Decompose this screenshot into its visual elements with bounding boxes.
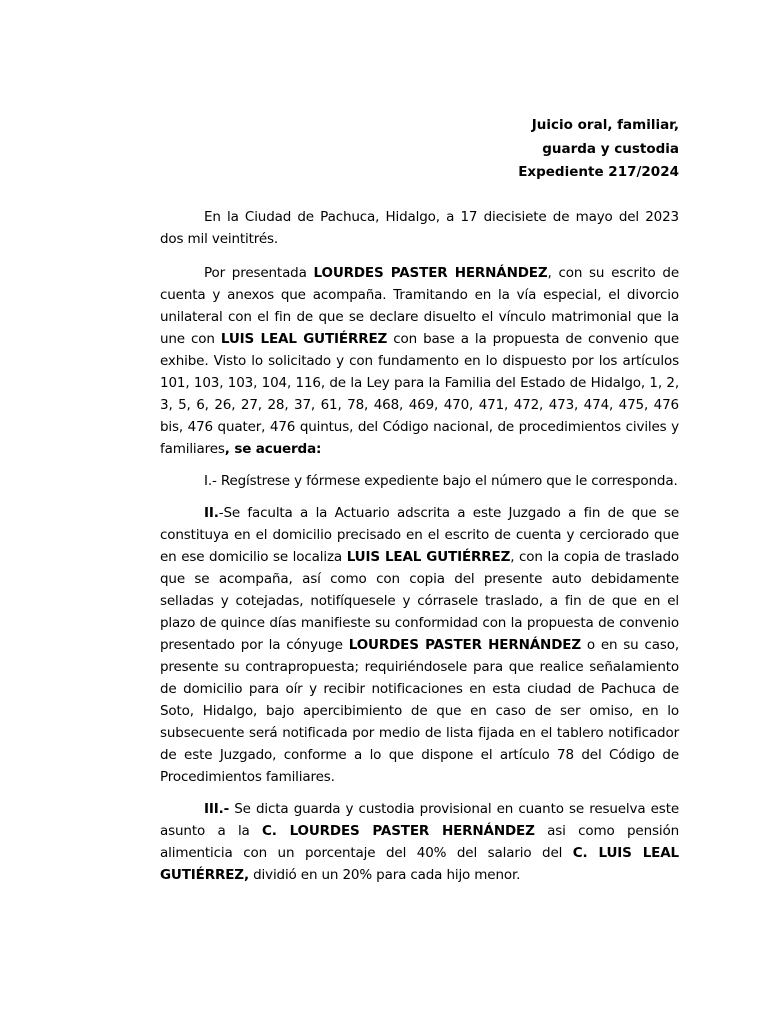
party-name: LUIS LEAL GUTIÉRREZ bbox=[346, 549, 511, 565]
party-name: C. LUIS LEAL GUTIÉRREZ, bbox=[160, 845, 679, 883]
party-name: LUIS LEAL GUTIÉRREZ bbox=[220, 331, 388, 347]
text-segment: -Se faculta a la Actuario adscrita a este Juzgado a fin de que se constituya en el domicilio precisado en el escrito de cuenta y cerciorado que en ese domicilio se localiza bbox=[160, 505, 679, 565]
paragraph-date bbox=[160, 206, 679, 250]
point-numeral: III.- bbox=[204, 801, 230, 817]
text-segment: I.- Regístrese y fórmese expediente bajo el número que le corresponda. bbox=[204, 473, 678, 489]
paragraph-point-three bbox=[160, 798, 679, 886]
text-segment: , con su escrito de cuenta y anexos que acompaña. Tramitando en la vía especial, el divorcio unilateral con el fin de que se declare disuelto el vínculo matrimonial que la une con bbox=[160, 265, 679, 347]
text-segment: dividió en un 20% para cada hijo menor. bbox=[248, 867, 521, 883]
header-case-type: Juicio oral, familiar, bbox=[531, 117, 679, 133]
text-segment: Se dicta guarda y custodia provisional en cuanto se resuelva este asunto a la bbox=[160, 801, 679, 839]
text-segment: , con la copia de traslado que se acompaña, así como con copia del presente auto debidamente selladas y cotejadas, notifíquesele y córrasele traslado, a fin de que en el plazo de quince días manifieste su conformidad con la propuesta de convenio presentado por la cónyuge bbox=[160, 549, 680, 653]
agreement-phrase: , se acuerda: bbox=[224, 441, 322, 457]
header-file-number: Expediente 217/2024 bbox=[518, 164, 679, 180]
document-header bbox=[518, 114, 679, 185]
text-segment: o en su caso, presente su contrapropuesta; requiriéndosele para que realice señalamiento de domicilio para oír y recibir notificaciones en esta ciudad de Pachuca de Soto, Hidalgo, bajo apercibimiento de que en caso de ser omiso, en lo subsecuente será notificada por medio de lista fijada en el tablero notificador de este Juzgado, conforme a lo que dispone el artículo 78 del Código de Procedimientos familiares. bbox=[160, 637, 679, 785]
paragraph-point-one bbox=[160, 470, 679, 492]
paragraph-presentation bbox=[160, 262, 679, 460]
party-name: C. LOURDES PASTER HERNÁNDEZ bbox=[262, 823, 535, 839]
paragraph-point-two bbox=[160, 502, 679, 788]
text-segment: Por presentada bbox=[204, 265, 314, 281]
header-custody: guarda y custodia bbox=[542, 140, 679, 157]
point-numeral: II. bbox=[204, 505, 219, 521]
document-body bbox=[160, 206, 679, 896]
date-text: En la Ciudad de Pachuca, Hidalgo, a 17 diecisiete de mayo del 2023 dos mil veintitrés. bbox=[160, 209, 679, 247]
text-segment: con base a la propuesta de convenio que exhibe. Visto lo solicitado y con fundamento en lo dispuesto por los artículos 101, 103, 103, 104, 116, de la Ley para la Familia del Estado de Hidalgo, 1, 2, 3, 5, 6, 26, 27, 28, 37, 61, 78, 468, 469, 470, 471, 472, 473, 474, 475, 476 bis, 476 quater, 476 quintus, del Código nacional, de procedimientos civiles y familiares bbox=[160, 331, 679, 457]
party-name: LOURDES PASTER HERNÁNDEZ bbox=[348, 637, 581, 653]
text-segment: asi como pensión alimenticia con un porcentaje del 40% del salario del bbox=[160, 823, 679, 861]
party-name: LOURDES PASTER HERNÁNDEZ bbox=[313, 265, 548, 281]
